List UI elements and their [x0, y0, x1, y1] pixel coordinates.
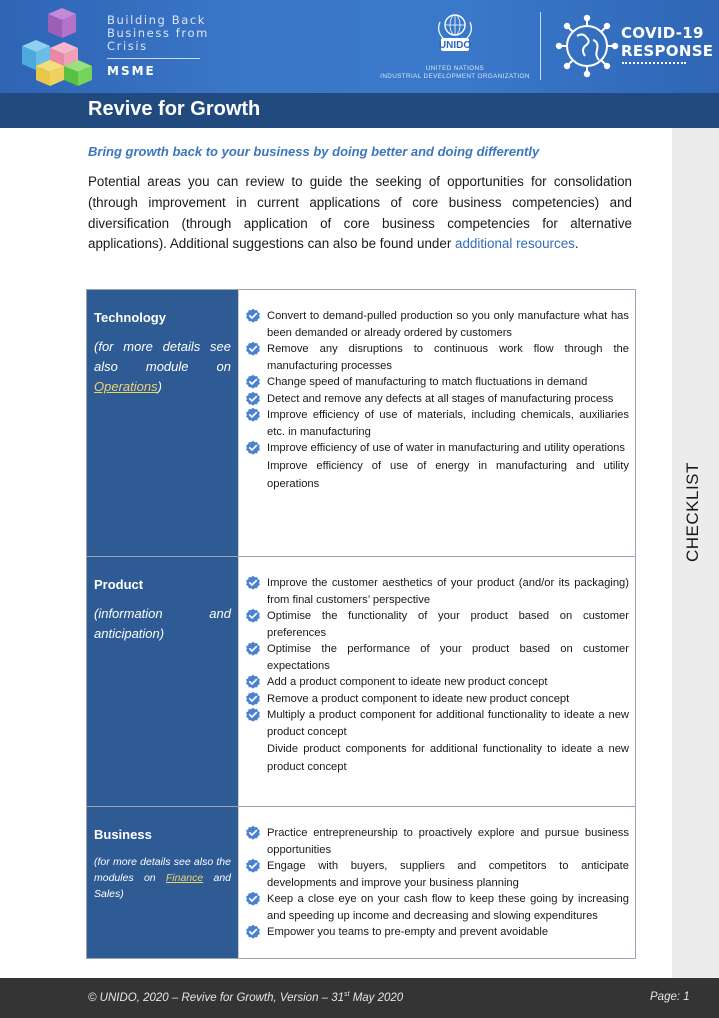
checkmark-badge-icon	[245, 374, 265, 390]
checkmark-badge-icon	[245, 924, 265, 940]
list-item: Detect and remove any defects at all stages of manufacturing process	[245, 391, 629, 408]
checkmark-badge-icon	[245, 308, 265, 324]
list-item: Optimise the performance of your product based on customer expectations	[245, 641, 629, 674]
brand-line-2: Business from	[107, 26, 209, 40]
list-item: Keep a close eye on your cash flow to keep these going by increasing and speeding up income and decreasing and slowing expenditures	[245, 891, 629, 924]
list-item: Multiply a product component for additional functionality to ideate a new product concept	[245, 707, 629, 740]
intro-paragraph	[88, 172, 632, 255]
checkmark-badge-icon	[245, 608, 265, 624]
checkmark-badge-icon	[245, 891, 265, 907]
empty-bullet-slot	[245, 457, 265, 473]
checkmark-badge-icon	[245, 341, 265, 357]
header-divider	[540, 12, 541, 80]
list-item: Improve the customer aesthetics of your product (and/or its packaging) from final customers’ perspective	[245, 575, 629, 608]
bbb-cubes-logo	[18, 8, 100, 86]
brand-divider	[107, 58, 200, 59]
items-cell	[239, 807, 635, 958]
brand-program: MSME	[107, 64, 156, 78]
unido-line-1: UNITED NATIONS	[425, 65, 485, 72]
checkmark-badge-icon	[245, 858, 265, 874]
category-cell	[87, 807, 239, 958]
checklist-label: CHECKLIST	[683, 462, 702, 562]
checkmark-badge-icon	[245, 407, 265, 423]
covid-line-2: RESPONSE	[621, 42, 714, 60]
operations-link[interactable]: Operations	[94, 379, 158, 394]
globe-virus-icon	[555, 14, 619, 78]
unido-emblem-icon	[432, 12, 478, 54]
checkmark-badge-icon	[245, 691, 265, 707]
checkmark-badge-icon	[245, 707, 265, 723]
list-item: Change speed of manufacturing to match fluctuations in demand	[245, 374, 629, 391]
category-cell	[87, 557, 239, 806]
category-title: Product	[94, 577, 144, 592]
list-item: Empower you teams to pre-empty and prevent avoidable	[245, 924, 629, 941]
list-item: Improve efficiency of use of materials, including chemicals, auxiliaries etc. in manufacturing	[245, 407, 629, 440]
list-item: Remove any disruptions to continuous work flow through the manufacturing processes	[245, 341, 629, 374]
finance-link[interactable]: Finance	[165, 872, 204, 884]
checkmark-badge-icon	[245, 391, 265, 407]
list-item: Improve efficiency of use of energy in manufacturing and utility operations	[245, 457, 629, 493]
list-item: Engage with buyers, suppliers and competitors to anticipate developments and improve your business planning	[245, 858, 629, 891]
list-item: Divide product components for additional functionality to ideate a new product concept	[245, 740, 629, 776]
list-item: Add a product component to ideate new product concept	[245, 674, 629, 691]
brand-line-1: Building Back	[107, 13, 207, 27]
list-item: Improve efficiency of use of water in manufacturing and utility operations	[245, 440, 629, 457]
intro-text: Potential areas you can review to guide the seeking of opportunities for consolidation (through improvement in current applications of core business competencies) and diversification (through application of core business competencies for alternative applications). Additional suggestions can also be found under	[88, 174, 632, 252]
category-note: (for more details see also the modules on Finance and Sales)	[94, 856, 232, 900]
list-item: Practice entrepreneurship to proactively explore and pursue business opportunities	[245, 825, 629, 858]
checkmark-badge-icon	[245, 575, 265, 591]
brand-line-3: Crisis	[107, 39, 148, 53]
brand-name	[107, 14, 217, 53]
covid-response-label	[621, 24, 713, 60]
table-row-technology	[87, 290, 635, 556]
category-title: Business	[94, 827, 152, 842]
category-note: (information and anticipation)	[94, 606, 231, 641]
checkmark-badge-icon	[245, 641, 265, 657]
list-item: Remove a product component to ideate new product concept	[245, 691, 629, 708]
checkmark-badge-icon	[245, 674, 265, 690]
items-cell	[239, 290, 635, 556]
covid-dotted-rule	[622, 62, 686, 64]
subtitle: Bring growth back to your business by doing better and doing differently	[88, 144, 540, 159]
unido-line-2: INDUSTRIAL DEVELOPMENT ORGANIZATION	[380, 73, 530, 80]
covid-line-1: COVID-19	[621, 24, 704, 42]
unido-logo	[375, 12, 535, 82]
category-title: Technology	[94, 310, 166, 325]
list-item: Optimise the functionality of your product based on customer preferences	[245, 608, 629, 641]
list-item: Convert to demand-pulled production so you only manufacture what has been demanded or already ordered by customers	[245, 308, 629, 341]
category-note: (for more details see also module on Operations)	[94, 339, 231, 394]
checkmark-badge-icon	[245, 440, 265, 456]
table-row-business	[87, 806, 635, 958]
items-cell	[239, 557, 635, 806]
unido-acronym: UNIDO	[438, 40, 472, 51]
checkmark-badge-icon	[245, 825, 265, 841]
additional-resources-link[interactable]: additional resources	[455, 236, 575, 252]
page-number: Page: 1	[650, 991, 690, 1003]
checklist-table	[86, 289, 636, 959]
table-row-product	[87, 556, 635, 806]
footer-copyright: © UNIDO, 2020 – Revive for Growth, Version – 31st May 2020	[88, 991, 404, 1004]
category-cell	[87, 290, 239, 556]
intro-end: .	[574, 236, 579, 252]
page-title: Revive for Growth	[88, 98, 261, 120]
empty-bullet-slot	[245, 740, 265, 756]
